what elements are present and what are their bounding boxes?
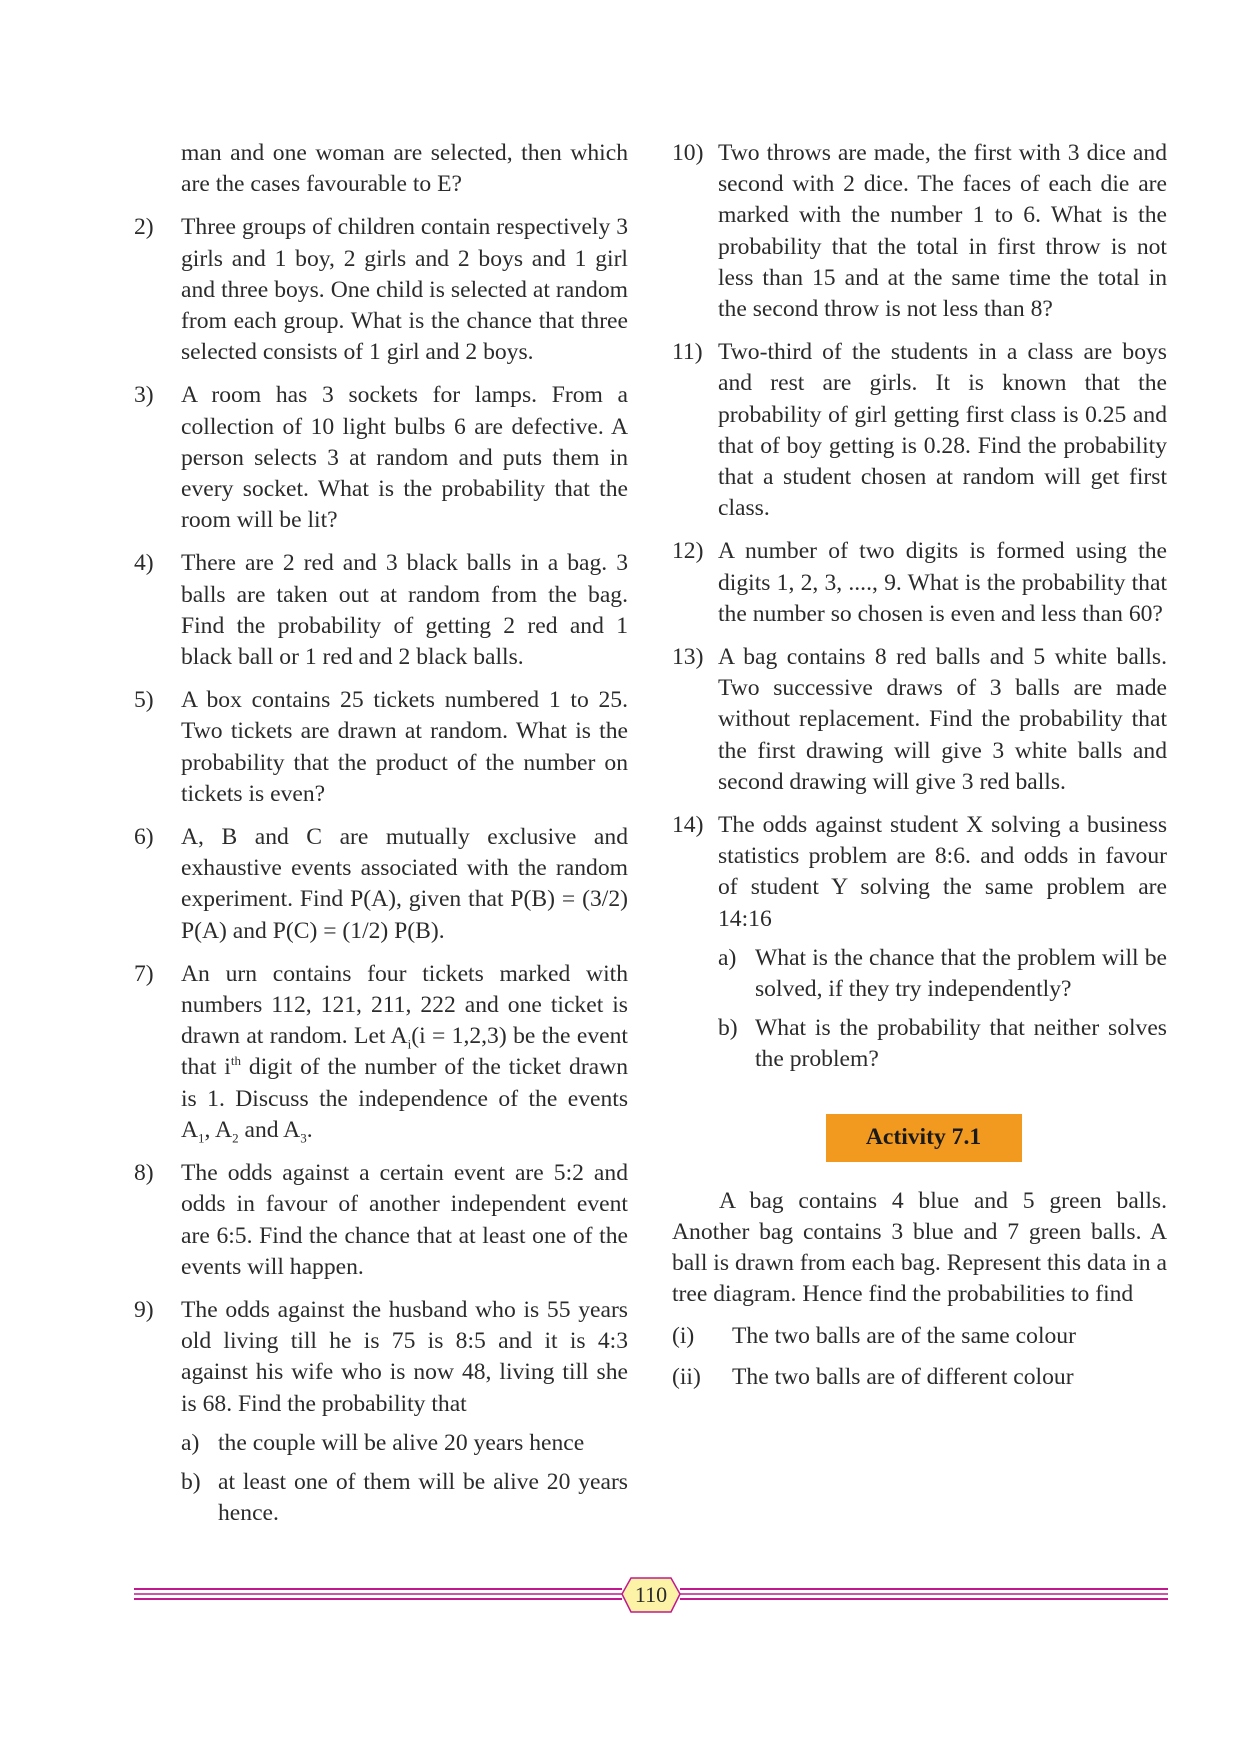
question-4 xyxy=(134,548,628,673)
question-9 xyxy=(134,1295,628,1529)
sub-label: a) xyxy=(718,944,737,971)
sub-label: a) xyxy=(181,1429,200,1456)
question-number: 7) xyxy=(134,960,154,987)
text-part: (i = 1,2,3) be the event that i xyxy=(181,1023,628,1081)
question-number: 10) xyxy=(672,140,704,166)
sub-label: b) xyxy=(181,1468,201,1495)
text-part: An urn contains four tickets marked with numbers 112, 121, 211, 222 and one ticket is drawn at random. Let A xyxy=(181,960,628,1050)
question-text: Three groups of children contain respectively 3 girls and 1 boy, 2 girls and 2 boys and 1 girl and three boys. One child is selected at random from each group. What is the chance that three selected consists of 1 girl and 2 boys. xyxy=(181,214,628,366)
question-6 xyxy=(134,822,628,947)
question-body: The odds against the husband who is 55 years old living till he is 75 is 8:5 and it is 4:3 against his wife who is now 48, living till she is 68. Find the probability that xyxy=(181,1296,628,1417)
superscript: th xyxy=(230,1053,241,1069)
text-part: , A xyxy=(204,1116,233,1143)
question-8 xyxy=(134,1158,628,1283)
question-number: 9) xyxy=(134,1296,154,1323)
question-13 xyxy=(672,642,1167,798)
right-column xyxy=(672,138,1167,1393)
activity-heading: Activity 7.1 xyxy=(826,1114,1022,1162)
item-label: (i) xyxy=(672,1322,695,1349)
text-part: . xyxy=(306,1116,313,1143)
subscript: i xyxy=(407,1037,412,1052)
question-number: 13) xyxy=(672,644,704,671)
question-11 xyxy=(672,337,1167,524)
page-number: 110 xyxy=(634,1582,668,1607)
question-text: A bag contains 8 red balls and 5 white balls. Two successive draws of 3 balls are made without replacement. Find the probability that the first drawing will give 3 white balls and second drawing will give 3 red balls. xyxy=(718,644,1167,795)
text-part: digit of the number of the ticket drawn is 1. Discuss the independence of the events A xyxy=(181,1054,628,1143)
activity-item-ii xyxy=(672,1362,1167,1393)
question-text: Two throws are made, the first with 3 dice and second with 2 dice. The faces of each die are marked with the number 1 to 6. What is the probability that the total in first throw is not less than 15 and at the same time the total in the second throw is not less than 8? xyxy=(718,140,1167,323)
page-footer xyxy=(134,1576,1168,1616)
question-number: 4) xyxy=(134,550,154,577)
question-text xyxy=(181,1295,628,1529)
question-body: The odds against student X solving a business statistics problem are 8:6. and odds in favour of student Y solving the same problem are 14:16 xyxy=(718,812,1167,932)
sub-text: at least one of them will be alive 20 years hence. xyxy=(218,1468,628,1527)
sub-text: What is the chance that the problem will be solved, if they try independently? xyxy=(755,944,1167,1003)
subscript: 3 xyxy=(300,1130,307,1146)
question-text: A room has 3 sockets for lamps. From a collection of 10 light bulbs 6 are defective. A person selects 3 at random and puts them in every socket. What is the probability that the room will be lit? xyxy=(181,382,628,534)
item-text: The two balls are of the same colour xyxy=(732,1322,1076,1349)
question-text: Two-third of the students in a class are boys and rest are girls. It is known that the probability of girl getting first class is 0.25 and that of boy getting is 0.28. Find the probability that a student chosen at random will get first class. xyxy=(718,339,1167,522)
question-number: 11) xyxy=(672,339,703,366)
question-text: A, B and C are mutually exclusive and exhaustive events associated with the random experiment. Find P(A), given that P(B) = (3/2) P(A) and P(C) = (1/2) P(B). xyxy=(181,824,628,944)
question-14 xyxy=(672,810,1167,1076)
text-part: and A xyxy=(238,1116,301,1143)
question-text: There are 2 red and 3 black balls in a bag. 3 balls are taken out at random from the bag. Find the probability of getting 2 red and 1 black ball or 1 red and 2 black balls. xyxy=(181,550,628,671)
question-number: 14) xyxy=(672,812,704,839)
question-5 xyxy=(134,685,628,810)
sub-question-b xyxy=(718,1013,1167,1075)
sub-question-a xyxy=(718,943,1167,1005)
subscript: 1 xyxy=(198,1130,205,1146)
question-number: 3) xyxy=(134,382,154,409)
question-number: 12) xyxy=(672,538,704,565)
sub-text: What is the probability that neither solves the problem? xyxy=(755,1015,1167,1073)
question-text: A number of two digits is formed using the digits 1, 2, 3, ...., 9. What is the probability that the number so chosen is even and less than 60? xyxy=(718,538,1167,627)
sub-label: b) xyxy=(718,1015,738,1042)
activity-text: A bag contains 4 blue and 5 green balls. Another bag contains 3 blue and 7 green balls. A ball is drawn from each bag. Represent this data in a tree diagram. Hence find the probabilities to find xyxy=(672,1187,1167,1308)
question-number: 8) xyxy=(134,1160,154,1187)
item-text: The two balls are of different colour xyxy=(732,1363,1074,1390)
question-10 xyxy=(672,138,1167,325)
question-text xyxy=(181,959,628,1146)
question-text xyxy=(718,810,1167,1076)
question-3 xyxy=(134,380,628,536)
question-number: 2) xyxy=(134,214,154,241)
question-text: The odds against a certain event are 5:2 and odds in favour of another independent event are 6:5. Find the chance that at least one of the events will happen. xyxy=(181,1160,628,1280)
question-text: A box contains 25 tickets numbered 1 to 25. Two tickets are drawn at random. What is the probability that the product of the number on tickets is even? xyxy=(181,687,628,807)
sub-question-a xyxy=(181,1428,628,1459)
question-number: 5) xyxy=(134,687,154,714)
sub-text: the couple will be alive 20 years hence xyxy=(218,1429,585,1456)
item-label: (ii) xyxy=(672,1363,701,1390)
question-1-continuation: man and one woman are selected, then which are the cases favourable to E? xyxy=(181,140,628,198)
question-12 xyxy=(672,536,1167,630)
question-number: 6) xyxy=(134,824,154,851)
question-2 xyxy=(134,212,628,368)
question-7 xyxy=(134,959,628,1146)
footer-rules xyxy=(134,1576,1168,1616)
sub-question-b xyxy=(181,1467,628,1529)
subscript: 2 xyxy=(232,1130,239,1146)
left-column xyxy=(134,138,628,1529)
activity-item-i xyxy=(672,1321,1167,1352)
